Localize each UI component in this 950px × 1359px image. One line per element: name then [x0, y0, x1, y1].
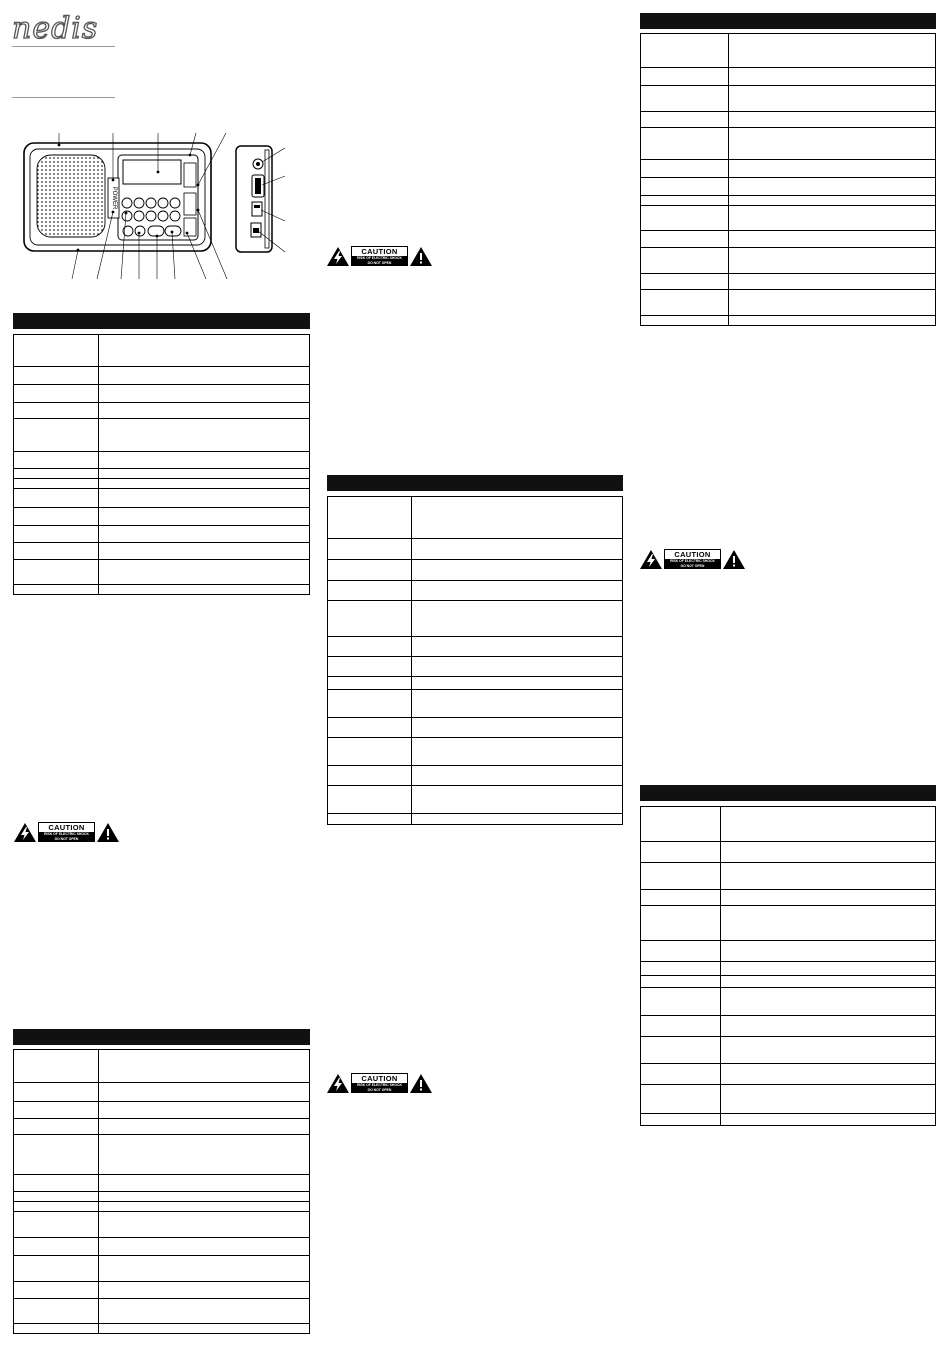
radio-side-diagram	[230, 140, 290, 265]
table-row	[641, 941, 936, 962]
table-row	[14, 526, 310, 543]
table-row	[641, 988, 936, 1016]
caution-label	[639, 549, 745, 571]
table-row	[641, 274, 936, 290]
headphone-jack-icon	[253, 159, 263, 169]
caution-subtext	[665, 559, 720, 569]
logo-divider-top	[12, 46, 115, 47]
table-row	[641, 1114, 936, 1126]
preset-buttons	[122, 198, 181, 236]
spec-table	[13, 1049, 310, 1334]
table-row	[641, 1037, 936, 1064]
caution-label	[326, 246, 432, 268]
table-row	[14, 335, 310, 367]
speaker-grill	[37, 155, 105, 237]
table-row	[641, 906, 936, 941]
caution-subtext-line2: DO NOT OPEN	[367, 261, 392, 265]
table-row	[641, 112, 936, 128]
electric-shock-warning-icon	[639, 549, 663, 570]
table-row	[328, 766, 623, 786]
caution-subtext-line2: DO NOT OPEN	[680, 564, 705, 568]
table-row	[14, 1238, 310, 1256]
table-row	[14, 403, 310, 419]
table-row	[641, 206, 936, 231]
table-row	[14, 1102, 310, 1119]
card-slot-icon	[252, 202, 262, 216]
table-row	[14, 1256, 310, 1282]
table-row	[328, 539, 623, 560]
caution-subtext-line1: RISK OF ELECTRIC SHOCK	[357, 1083, 402, 1087]
table-row	[328, 677, 623, 690]
table-row	[328, 497, 623, 539]
exclamation-warning-icon	[722, 549, 746, 570]
table-row	[14, 1119, 310, 1135]
table-row	[328, 786, 623, 814]
table-row	[14, 385, 310, 403]
usb-port-icon	[252, 175, 264, 197]
caution-text-box	[351, 1073, 408, 1093]
table-row	[328, 718, 623, 738]
caution-text-box	[664, 549, 721, 569]
table-row	[328, 560, 623, 581]
table-row	[14, 508, 310, 526]
caution-label	[326, 1073, 432, 1095]
table-row	[641, 178, 936, 196]
table-row	[641, 290, 936, 316]
table-row	[14, 1324, 310, 1334]
table-row	[328, 738, 623, 766]
caution-subtext	[352, 1083, 407, 1093]
spec-table	[13, 334, 310, 595]
table-row	[14, 367, 310, 385]
table-row	[14, 1175, 310, 1192]
power-button-label: POWER	[111, 186, 117, 210]
section-header-bar	[13, 1029, 310, 1045]
switch-icon	[251, 223, 261, 237]
radio-front-diagram	[20, 130, 235, 280]
table-row	[641, 196, 936, 206]
section-header-bar	[327, 475, 623, 491]
caution-heading: CAUTION	[361, 247, 398, 256]
spec-table	[640, 806, 936, 1126]
table-row	[641, 1016, 936, 1037]
section-header-bar	[640, 13, 936, 29]
electric-shock-warning-icon	[326, 1073, 350, 1094]
table-row	[14, 1135, 310, 1175]
table-row	[641, 231, 936, 248]
caution-subtext-line2: DO NOT OPEN	[367, 1088, 392, 1092]
table-row	[641, 890, 936, 906]
exclamation-warning-icon	[96, 822, 120, 843]
table-row	[328, 637, 623, 657]
caution-subtext	[352, 256, 407, 266]
spec-table	[327, 496, 623, 825]
caution-subtext-line2: DO NOT OPEN	[54, 837, 79, 841]
electric-shock-warning-icon	[326, 246, 350, 267]
table-row	[328, 657, 623, 677]
table-row	[641, 248, 936, 274]
caution-subtext-line1: RISK OF ELECTRIC SHOCK	[357, 256, 402, 260]
table-row	[328, 581, 623, 601]
table-row	[14, 489, 310, 508]
table-row	[14, 1299, 310, 1324]
nedis-logo: nedis	[12, 11, 99, 46]
table-row	[641, 34, 936, 68]
lcd-display	[123, 160, 181, 184]
table-row	[328, 690, 623, 718]
table-row	[641, 976, 936, 988]
caution-text-box	[351, 246, 408, 266]
caution-heading: CAUTION	[361, 1074, 398, 1083]
table-row	[641, 1064, 936, 1085]
table-row	[641, 160, 936, 178]
table-row	[328, 814, 623, 825]
caution-subtext-line1: RISK OF ELECTRIC SHOCK	[44, 832, 89, 836]
table-row	[641, 962, 936, 976]
electric-shock-warning-icon	[13, 822, 37, 843]
caution-label	[13, 822, 119, 844]
table-row	[14, 452, 310, 469]
table-row	[14, 560, 310, 585]
side-buttons	[184, 163, 196, 236]
logo-divider-bottom	[12, 97, 115, 98]
table-row	[641, 68, 936, 86]
table-row	[14, 479, 310, 489]
table-row	[14, 469, 310, 479]
spec-table	[640, 33, 936, 326]
table-row	[641, 316, 936, 326]
table-row	[14, 1282, 310, 1299]
section-header-bar	[13, 313, 310, 329]
table-row	[641, 807, 936, 842]
exclamation-warning-icon	[409, 1073, 433, 1094]
table-row	[14, 1202, 310, 1212]
table-row	[14, 1192, 310, 1202]
table-row	[328, 601, 623, 637]
table-row	[641, 86, 936, 112]
caution-subtext-line1: RISK OF ELECTRIC SHOCK	[670, 559, 715, 563]
caution-heading: CAUTION	[674, 550, 711, 559]
table-row	[641, 128, 936, 160]
table-row	[14, 1212, 310, 1238]
caution-subtext	[39, 832, 94, 842]
table-row	[641, 863, 936, 890]
section-header-bar	[640, 785, 936, 801]
table-row	[14, 585, 310, 595]
table-row	[641, 1085, 936, 1114]
table-row	[14, 1050, 310, 1083]
table-row	[14, 1083, 310, 1102]
exclamation-warning-icon	[409, 246, 433, 267]
caution-text-box	[38, 822, 95, 842]
caution-heading: CAUTION	[48, 823, 85, 832]
table-row	[14, 419, 310, 452]
table-row	[641, 842, 936, 863]
table-row	[14, 543, 310, 560]
